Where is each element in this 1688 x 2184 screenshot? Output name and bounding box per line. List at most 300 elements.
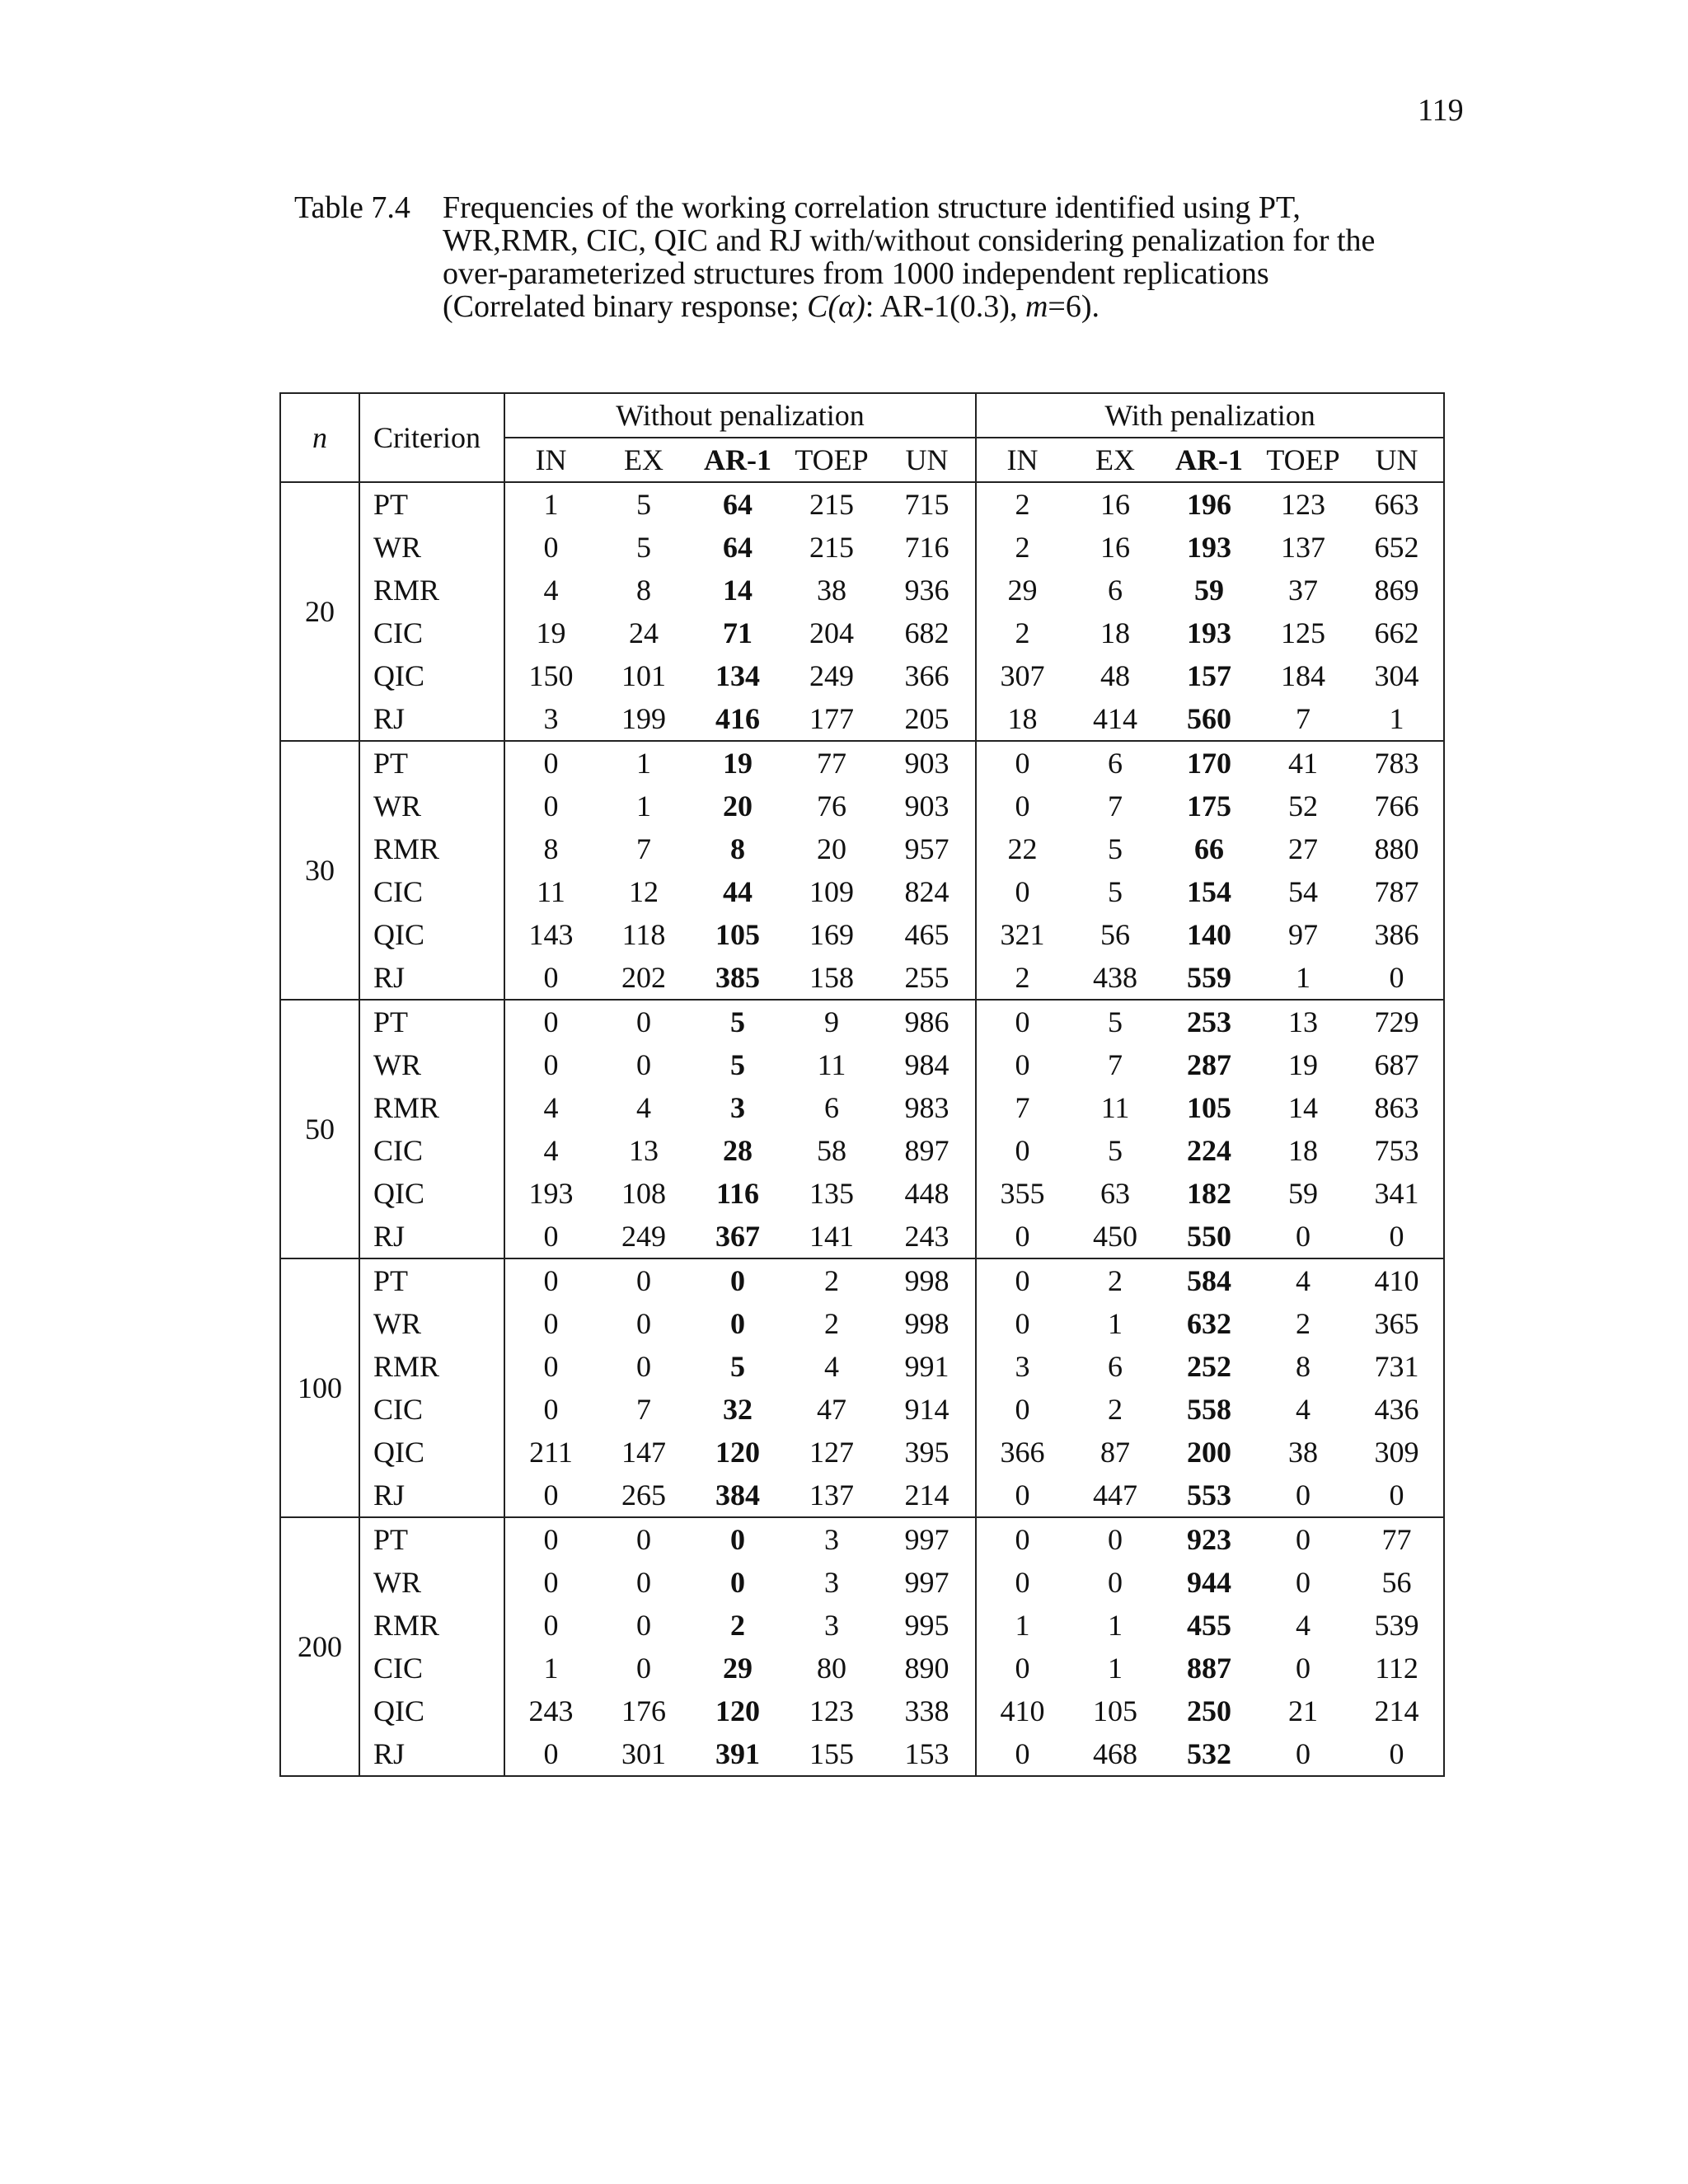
value-cell: 52 bbox=[1288, 790, 1319, 823]
value-cell: 0 bbox=[636, 1005, 651, 1038]
criterion-cell: CIC bbox=[359, 1388, 504, 1431]
criterion-cell: RMR bbox=[359, 827, 504, 870]
value-cell: 731 bbox=[1374, 1350, 1419, 1383]
value-cell: 120 bbox=[715, 1694, 760, 1727]
value-cell: 4 bbox=[543, 1134, 559, 1167]
value-cell: 7 bbox=[1108, 1048, 1123, 1081]
value-cell: 8 bbox=[730, 832, 745, 865]
value-cell: 321 bbox=[1000, 918, 1045, 951]
caption-line: Frequencies of the working correlation structure identified using PT, bbox=[443, 190, 1301, 225]
value-cell: 0 bbox=[543, 1264, 559, 1297]
value-cell: 923 bbox=[1187, 1523, 1232, 1556]
value-cell: 0 bbox=[976, 1732, 1068, 1776]
value-cell: 2 bbox=[1108, 1393, 1123, 1426]
value-cell: 0 bbox=[1015, 1307, 1030, 1340]
value-cell: 0 bbox=[543, 747, 559, 780]
value-cell: 20 bbox=[723, 790, 753, 823]
value-cell: 118 bbox=[621, 918, 666, 951]
value-cell: 150 bbox=[528, 659, 574, 692]
value-cell: 134 bbox=[715, 659, 760, 692]
value-cell: 997 bbox=[879, 1561, 976, 1604]
value-cell: 663 bbox=[1374, 488, 1419, 521]
value-cell: 77 bbox=[1381, 1523, 1412, 1556]
value-cell: 0 bbox=[976, 1474, 1068, 1517]
value-cell: 986 bbox=[879, 1000, 976, 1043]
column-header-in: IN bbox=[976, 438, 1068, 482]
value-cell: 0 bbox=[636, 1350, 651, 1383]
caption-symbol-m: m bbox=[1025, 289, 1048, 324]
table-row bbox=[280, 870, 1444, 913]
value-cell: 11 bbox=[1100, 1091, 1130, 1124]
value-cell: 1 bbox=[543, 488, 559, 521]
value-cell: 0 bbox=[1015, 1393, 1030, 1426]
column-header-ar-1: AR-1 bbox=[691, 438, 785, 482]
value-cell: 0 bbox=[1296, 1566, 1311, 1599]
value-cell: 44 bbox=[723, 875, 753, 908]
value-cell: 3 bbox=[824, 1609, 839, 1642]
value-cell: 869 bbox=[1374, 574, 1419, 607]
value-cell: 64 bbox=[723, 531, 753, 564]
value-cell: 1 bbox=[543, 1652, 559, 1685]
value-cell: 265 bbox=[597, 1474, 691, 1517]
value-cell: 6 bbox=[824, 1091, 839, 1124]
column-header-ex: EX bbox=[1068, 438, 1162, 482]
criterion-cell: WR bbox=[359, 1043, 504, 1086]
table-row bbox=[280, 526, 1444, 569]
value-cell: 63 bbox=[1100, 1177, 1131, 1210]
value-cell: 8 bbox=[636, 574, 651, 607]
value-cell: 0 bbox=[504, 1215, 597, 1258]
value-cell: 120 bbox=[715, 1436, 760, 1469]
value-cell: 4 bbox=[1296, 1393, 1311, 1426]
value-cell: 0 bbox=[1256, 1215, 1350, 1258]
value-cell: 1 bbox=[1256, 956, 1350, 1000]
caption-line-text: : AR-1(0.3), bbox=[865, 289, 1025, 324]
value-cell: 255 bbox=[879, 956, 976, 1000]
criterion-cell: RMR bbox=[359, 1604, 504, 1647]
value-cell: 58 bbox=[817, 1134, 846, 1167]
table-row bbox=[280, 1172, 1444, 1215]
value-cell: 252 bbox=[1187, 1350, 1232, 1383]
caption-symbol-c: C bbox=[807, 289, 828, 324]
value-cell: 87 bbox=[1100, 1436, 1131, 1469]
value-cell: 24 bbox=[629, 616, 659, 649]
value-cell: 366 bbox=[1000, 1436, 1045, 1469]
value-cell: 0 bbox=[1108, 1566, 1123, 1599]
value-cell: 309 bbox=[1374, 1436, 1419, 1469]
value-cell: 1 bbox=[1350, 697, 1444, 741]
value-cell: 4 bbox=[543, 1091, 559, 1124]
value-cell: 0 bbox=[543, 1005, 559, 1038]
value-cell: 0 bbox=[504, 1732, 597, 1776]
value-cell: 80 bbox=[817, 1652, 846, 1685]
value-cell: 112 bbox=[1375, 1652, 1418, 1685]
value-cell: 16 bbox=[1100, 488, 1131, 521]
value-cell: 196 bbox=[1187, 488, 1232, 521]
value-cell: 41 bbox=[1288, 747, 1319, 780]
value-cell: 0 bbox=[543, 1393, 559, 1426]
value-cell: 0 bbox=[543, 1566, 559, 1599]
value-cell: 2 bbox=[1296, 1307, 1311, 1340]
caption-line-text: =6). bbox=[1048, 289, 1100, 324]
value-cell: 224 bbox=[1187, 1134, 1232, 1167]
value-cell: 0 bbox=[636, 1264, 651, 1297]
value-cell: 936 bbox=[879, 569, 976, 612]
value-cell: 7 bbox=[1256, 697, 1350, 741]
value-cell: 0 bbox=[1108, 1523, 1123, 1556]
value-cell: 5 bbox=[1108, 1005, 1123, 1038]
value-cell: 175 bbox=[1187, 790, 1232, 823]
value-cell: 29 bbox=[1007, 574, 1038, 607]
value-cell: 998 bbox=[879, 1302, 976, 1345]
table-row bbox=[280, 1000, 1444, 1043]
value-cell: 108 bbox=[621, 1177, 666, 1210]
value-cell: 0 bbox=[543, 1523, 559, 1556]
criterion-header: Criterion bbox=[359, 393, 504, 482]
value-cell: 157 bbox=[1187, 659, 1232, 692]
value-cell: 0 bbox=[1015, 1048, 1030, 1081]
value-cell: 214 bbox=[1374, 1694, 1419, 1727]
value-cell: 3 bbox=[730, 1091, 745, 1124]
value-cell: 7 bbox=[1015, 1091, 1030, 1124]
criterion-cell: RJ bbox=[359, 956, 504, 1000]
table-row bbox=[280, 1043, 1444, 1086]
value-cell: 76 bbox=[817, 790, 846, 823]
value-cell: 249 bbox=[809, 659, 854, 692]
criterion-cell: RMR bbox=[359, 569, 504, 612]
value-cell: 14 bbox=[1288, 1091, 1319, 1124]
value-cell: 193 bbox=[1187, 531, 1232, 564]
value-cell: 11 bbox=[537, 875, 565, 908]
value-cell: 7 bbox=[1108, 790, 1123, 823]
value-cell: 2 bbox=[1015, 531, 1030, 564]
value-cell: 465 bbox=[879, 913, 976, 956]
criterion-cell: PT bbox=[359, 1258, 504, 1302]
value-cell: 18 bbox=[1100, 616, 1131, 649]
table-row bbox=[280, 1431, 1444, 1474]
criterion-cell: WR bbox=[359, 785, 504, 827]
value-cell: 0 bbox=[636, 1609, 651, 1642]
value-cell: 0 bbox=[543, 1307, 559, 1340]
column-header-toep: TOEP bbox=[785, 438, 879, 482]
value-cell: 0 bbox=[1015, 1566, 1030, 1599]
table-row bbox=[280, 1129, 1444, 1172]
table-row bbox=[280, 1517, 1444, 1561]
table-row bbox=[280, 1690, 1444, 1732]
criterion-cell: PT bbox=[359, 482, 504, 526]
value-cell: 135 bbox=[809, 1177, 854, 1210]
value-cell: 177 bbox=[785, 697, 879, 741]
value-cell: 154 bbox=[1187, 875, 1232, 908]
value-cell: 14 bbox=[723, 574, 753, 607]
table-row bbox=[280, 1388, 1444, 1431]
value-cell: 0 bbox=[543, 531, 559, 564]
n-header: n bbox=[280, 393, 359, 482]
value-cell: 0 bbox=[1350, 1215, 1444, 1258]
value-cell: 109 bbox=[809, 875, 854, 908]
table-row bbox=[280, 1086, 1444, 1129]
value-cell: 984 bbox=[879, 1043, 976, 1086]
value-cell: 7 bbox=[636, 1393, 651, 1426]
table-row bbox=[280, 697, 1444, 741]
column-header-toep: TOEP bbox=[1256, 438, 1350, 482]
table-caption bbox=[294, 191, 1448, 323]
value-cell: 897 bbox=[879, 1129, 976, 1172]
value-cell: 553 bbox=[1162, 1474, 1256, 1517]
value-cell: 0 bbox=[1350, 1474, 1444, 1517]
value-cell: 0 bbox=[636, 1048, 651, 1081]
value-cell: 3 bbox=[504, 697, 597, 741]
value-cell: 3 bbox=[824, 1566, 839, 1599]
table-row bbox=[280, 1302, 1444, 1345]
value-cell: 215 bbox=[809, 488, 854, 521]
caption-label: Table 7.4 bbox=[294, 190, 410, 225]
value-cell: 101 bbox=[621, 659, 666, 692]
sample-size-cell: 30 bbox=[280, 741, 359, 1000]
criterion-cell: QIC bbox=[359, 1690, 504, 1732]
value-cell: 56 bbox=[1100, 918, 1131, 951]
value-cell: 66 bbox=[1194, 832, 1225, 865]
value-cell: 998 bbox=[879, 1258, 976, 1302]
value-cell: 991 bbox=[879, 1345, 976, 1388]
value-cell: 450 bbox=[1068, 1215, 1162, 1258]
value-cell: 304 bbox=[1374, 659, 1419, 692]
value-cell: 729 bbox=[1374, 1005, 1419, 1038]
value-cell: 155 bbox=[785, 1732, 879, 1776]
table-row bbox=[280, 785, 1444, 827]
value-cell: 448 bbox=[879, 1172, 976, 1215]
value-cell: 249 bbox=[597, 1215, 691, 1258]
table-body bbox=[280, 482, 1444, 1776]
value-cell: 7 bbox=[636, 832, 651, 865]
value-cell: 37 bbox=[1288, 574, 1319, 607]
value-cell: 367 bbox=[691, 1215, 785, 1258]
value-cell: 983 bbox=[879, 1086, 976, 1129]
value-cell: 123 bbox=[1281, 488, 1326, 521]
value-cell: 169 bbox=[809, 918, 854, 951]
value-cell: 137 bbox=[1281, 531, 1326, 564]
criterion-cell: RMR bbox=[359, 1345, 504, 1388]
value-cell: 21 bbox=[1288, 1694, 1319, 1727]
value-cell: 20 bbox=[817, 832, 846, 865]
value-cell: 307 bbox=[1000, 659, 1045, 692]
value-cell: 202 bbox=[597, 956, 691, 1000]
value-cell: 753 bbox=[1374, 1134, 1419, 1167]
criterion-cell: PT bbox=[359, 1000, 504, 1043]
value-cell: 182 bbox=[1187, 1177, 1232, 1210]
value-cell: 410 bbox=[1374, 1264, 1419, 1297]
criterion-cell: PT bbox=[359, 1517, 504, 1561]
value-cell: 539 bbox=[1374, 1609, 1419, 1642]
value-cell: 0 bbox=[543, 790, 559, 823]
column-header-in: IN bbox=[504, 438, 597, 482]
value-cell: 6 bbox=[1108, 747, 1123, 780]
value-cell: 632 bbox=[1187, 1307, 1232, 1340]
value-cell: 0 bbox=[1296, 1523, 1311, 1556]
value-cell: 18 bbox=[976, 697, 1068, 741]
value-cell: 338 bbox=[879, 1690, 976, 1732]
value-cell: 38 bbox=[817, 574, 846, 607]
value-cell: 0 bbox=[1015, 875, 1030, 908]
value-cell: 447 bbox=[1068, 1474, 1162, 1517]
value-cell: 2 bbox=[824, 1307, 839, 1340]
value-cell: 391 bbox=[691, 1732, 785, 1776]
criterion-cell: QIC bbox=[359, 1431, 504, 1474]
table-row bbox=[280, 956, 1444, 1000]
value-cell: 0 bbox=[1015, 1134, 1030, 1167]
value-cell: 5 bbox=[636, 488, 651, 521]
value-cell: 0 bbox=[636, 1566, 651, 1599]
value-cell: 384 bbox=[691, 1474, 785, 1517]
caption-body bbox=[443, 191, 1448, 323]
value-cell: 890 bbox=[879, 1647, 976, 1690]
value-cell: 137 bbox=[785, 1474, 879, 1517]
value-cell: 880 bbox=[1374, 832, 1419, 865]
value-cell: 1 bbox=[636, 790, 651, 823]
value-cell: 0 bbox=[1015, 1005, 1030, 1038]
value-cell: 56 bbox=[1381, 1566, 1412, 1599]
criterion-cell: CIC bbox=[359, 870, 504, 913]
value-cell: 0 bbox=[1015, 1523, 1030, 1556]
value-cell: 4 bbox=[824, 1350, 839, 1383]
value-cell: 0 bbox=[543, 1048, 559, 1081]
table-row bbox=[280, 1474, 1444, 1517]
table-row bbox=[280, 1604, 1444, 1647]
table-row bbox=[280, 741, 1444, 785]
criterion-cell: RJ bbox=[359, 1732, 504, 1776]
value-cell: 59 bbox=[1288, 1177, 1319, 1210]
value-cell: 558 bbox=[1187, 1393, 1232, 1426]
value-cell: 560 bbox=[1162, 697, 1256, 741]
value-cell: 9 bbox=[824, 1005, 839, 1038]
value-cell: 64 bbox=[723, 488, 753, 521]
value-cell: 32 bbox=[723, 1393, 753, 1426]
value-cell: 211 bbox=[529, 1436, 573, 1469]
value-cell: 783 bbox=[1374, 747, 1419, 780]
table-row bbox=[280, 827, 1444, 870]
value-cell: 1 bbox=[1015, 1609, 1030, 1642]
value-cell: 125 bbox=[1281, 616, 1326, 649]
value-cell: 559 bbox=[1162, 956, 1256, 1000]
value-cell: 995 bbox=[879, 1604, 976, 1647]
criterion-cell: RMR bbox=[359, 1086, 504, 1129]
value-cell: 6 bbox=[1108, 574, 1123, 607]
value-cell: 11 bbox=[817, 1048, 846, 1081]
value-cell: 77 bbox=[817, 747, 846, 780]
column-header-un: UN bbox=[879, 438, 976, 482]
criterion-cell: RJ bbox=[359, 697, 504, 741]
value-cell: 184 bbox=[1281, 659, 1326, 692]
value-cell: 5 bbox=[636, 531, 651, 564]
value-cell: 0 bbox=[730, 1307, 745, 1340]
value-cell: 887 bbox=[1187, 1652, 1232, 1685]
caption-symbol-alpha: (α) bbox=[828, 289, 865, 324]
caption-line: over-parameterized structures from 1000 independent replications bbox=[443, 256, 1269, 291]
value-cell: 18 bbox=[1288, 1134, 1319, 1167]
value-cell: 4 bbox=[1296, 1609, 1311, 1642]
value-cell: 287 bbox=[1187, 1048, 1232, 1081]
criterion-cell: WR bbox=[359, 1561, 504, 1604]
value-cell: 687 bbox=[1374, 1048, 1419, 1081]
table-row bbox=[280, 913, 1444, 956]
value-cell: 27 bbox=[1288, 832, 1319, 865]
value-cell: 22 bbox=[1007, 832, 1038, 865]
value-cell: 0 bbox=[730, 1566, 745, 1599]
value-cell: 147 bbox=[621, 1436, 666, 1469]
value-cell: 957 bbox=[879, 827, 976, 870]
value-cell: 170 bbox=[1187, 747, 1232, 780]
value-cell: 105 bbox=[1093, 1694, 1138, 1727]
value-cell: 0 bbox=[543, 1350, 559, 1383]
sample-size-cell: 20 bbox=[280, 482, 359, 741]
value-cell: 127 bbox=[809, 1436, 854, 1469]
value-cell: 48 bbox=[1100, 659, 1131, 692]
value-cell: 158 bbox=[785, 956, 879, 1000]
sample-size-cell: 200 bbox=[280, 1517, 359, 1776]
value-cell: 414 bbox=[1068, 697, 1162, 741]
column-header-un: UN bbox=[1350, 438, 1444, 482]
value-cell: 0 bbox=[730, 1523, 745, 1556]
value-cell: 250 bbox=[1187, 1694, 1232, 1727]
value-cell: 455 bbox=[1187, 1609, 1232, 1642]
value-cell: 1 bbox=[1108, 1307, 1123, 1340]
value-cell: 140 bbox=[1187, 918, 1232, 951]
value-cell: 341 bbox=[1374, 1177, 1419, 1210]
caption-line-text: (Correlated binary response; bbox=[443, 289, 808, 324]
value-cell: 0 bbox=[636, 1652, 651, 1685]
value-cell: 410 bbox=[1000, 1694, 1045, 1727]
value-cell: 71 bbox=[723, 616, 753, 649]
value-cell: 5 bbox=[730, 1048, 745, 1081]
value-cell: 1 bbox=[636, 747, 651, 780]
value-cell: 682 bbox=[879, 612, 976, 654]
value-cell: 5 bbox=[730, 1350, 745, 1383]
value-cell: 13 bbox=[629, 1134, 659, 1167]
value-cell: 652 bbox=[1374, 531, 1419, 564]
value-cell: 0 bbox=[1015, 1652, 1030, 1685]
value-cell: 0 bbox=[504, 956, 597, 1000]
value-cell: 903 bbox=[879, 785, 976, 827]
value-cell: 0 bbox=[1350, 1732, 1444, 1776]
value-cell: 903 bbox=[879, 741, 976, 785]
value-cell: 716 bbox=[879, 526, 976, 569]
value-cell: 468 bbox=[1068, 1732, 1162, 1776]
value-cell: 6 bbox=[1108, 1350, 1123, 1383]
value-cell: 243 bbox=[879, 1215, 976, 1258]
value-cell: 395 bbox=[879, 1431, 976, 1474]
value-cell: 787 bbox=[1374, 875, 1419, 908]
table-row bbox=[280, 654, 1444, 697]
value-cell: 5 bbox=[1108, 875, 1123, 908]
value-cell: 28 bbox=[723, 1134, 753, 1167]
value-cell: 0 bbox=[1350, 956, 1444, 1000]
value-cell: 532 bbox=[1162, 1732, 1256, 1776]
value-cell: 301 bbox=[597, 1732, 691, 1776]
table-row bbox=[280, 1647, 1444, 1690]
value-cell: 123 bbox=[809, 1694, 854, 1727]
value-cell: 0 bbox=[1015, 1264, 1030, 1297]
value-cell: 0 bbox=[1256, 1474, 1350, 1517]
criterion-cell: QIC bbox=[359, 913, 504, 956]
value-cell: 584 bbox=[1187, 1264, 1232, 1297]
value-cell: 243 bbox=[528, 1694, 574, 1727]
value-cell: 5 bbox=[1108, 832, 1123, 865]
criterion-cell: PT bbox=[359, 741, 504, 785]
value-cell: 105 bbox=[1187, 1091, 1232, 1124]
column-header-ex: EX bbox=[597, 438, 691, 482]
table-row bbox=[280, 482, 1444, 526]
value-cell: 54 bbox=[1288, 875, 1319, 908]
